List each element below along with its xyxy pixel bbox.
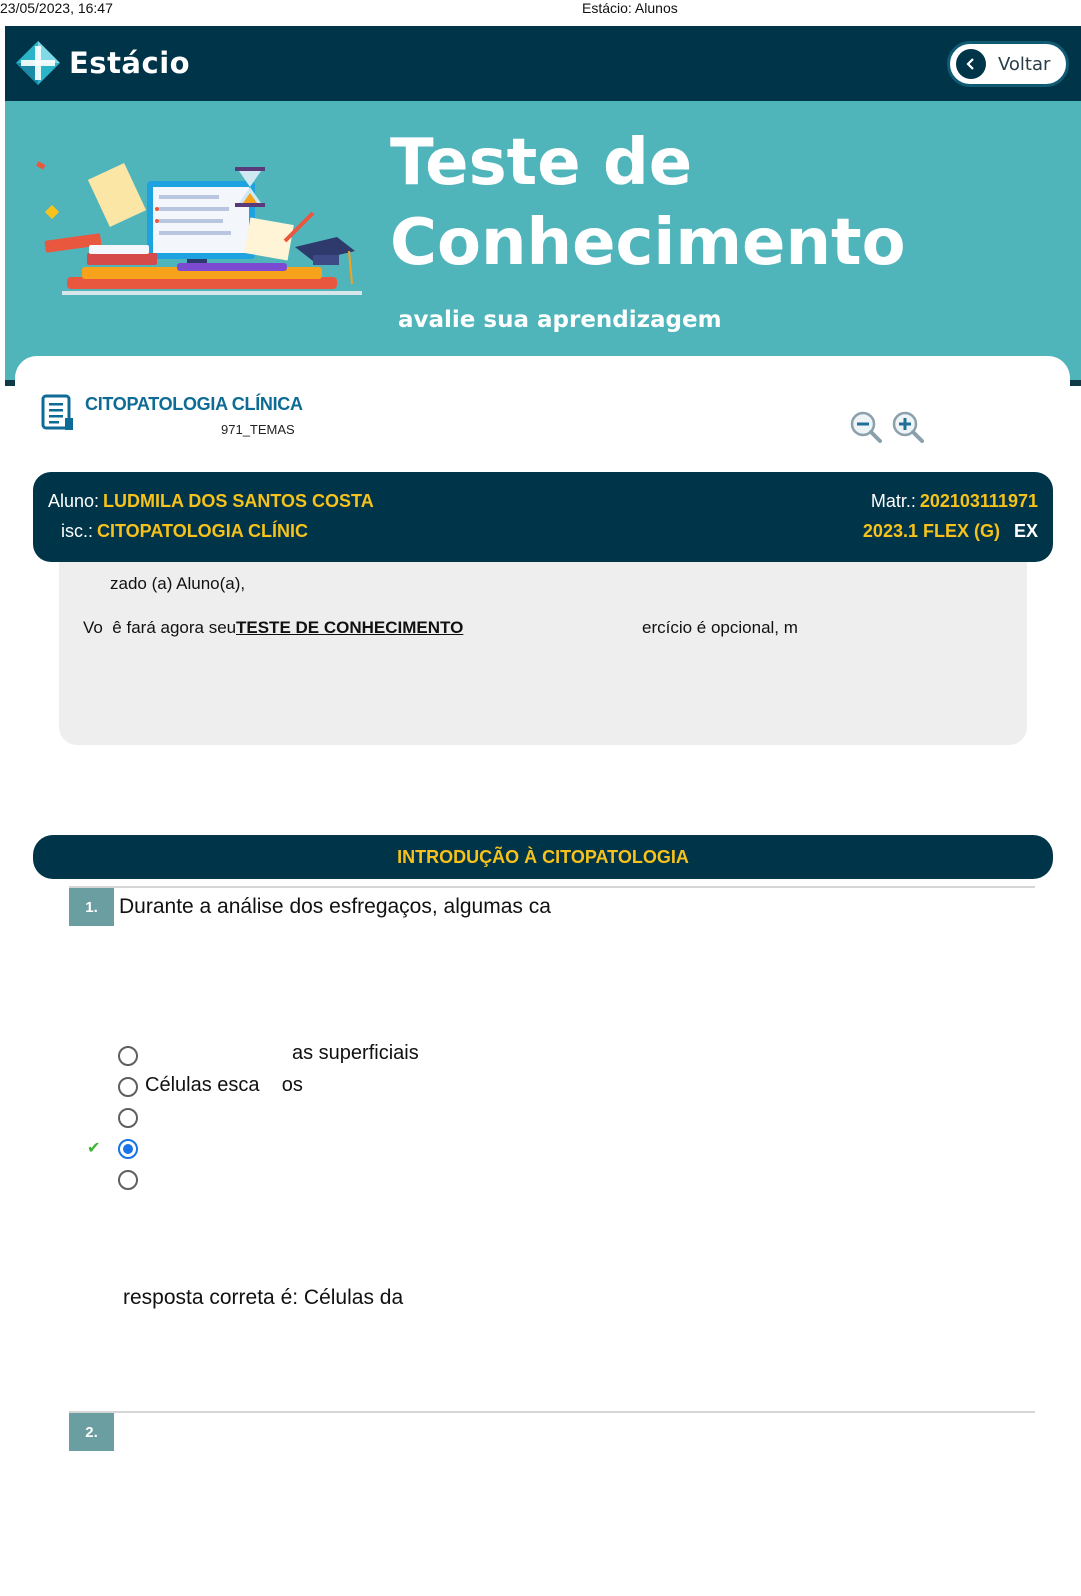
- option-text-2: Células esca os: [145, 1074, 303, 1096]
- period-value: 2023.1 FLEX (G): [862, 521, 1000, 541]
- hero-subtitle: avalie sua aprendizagem: [398, 307, 722, 333]
- course-name: CITOPATOLOGIA CLÍNICA: [85, 394, 303, 414]
- option-radio-2[interactable]: [118, 1077, 138, 1097]
- estacio-logo-icon: [15, 40, 61, 86]
- chevron-left-icon: [956, 49, 986, 79]
- notice-emphasis: TESTE DE CONHECIMENTO: [236, 618, 464, 637]
- zoom-out-icon[interactable]: [849, 410, 883, 444]
- section-title-bar: [33, 835, 1053, 879]
- study-illustration-icon: [27, 159, 367, 309]
- course-code: 971_TEMAS: [221, 422, 295, 437]
- hero-title: [390, 123, 906, 283]
- student-label: Aluno:: [48, 491, 100, 511]
- correct-check-icon: ✔: [87, 1140, 101, 1157]
- notice-line-suffix: ercício é opcional, m: [642, 618, 798, 637]
- question-number: 1.: [69, 888, 114, 926]
- notice-line-prefix: Vo ê fará agora seu: [83, 618, 237, 637]
- question-number: 2.: [69, 1413, 114, 1451]
- discipline-name: CITOPATOLOGIA CLÍNIC: [97, 521, 309, 541]
- discipline-label: isc.:: [61, 521, 94, 541]
- zoom-in-icon[interactable]: [891, 410, 925, 444]
- notice-box: [59, 562, 1027, 745]
- student-row: [48, 491, 374, 512]
- correct-answer-text: resposta correta é: Células da: [123, 1286, 404, 1309]
- question-divider: [69, 886, 1035, 888]
- option-text-1: as superficiais: [292, 1042, 419, 1064]
- notice-greeting: zado (a) Aluno(a),: [110, 574, 246, 593]
- estacio-logo[interactable]: [15, 40, 190, 86]
- question-divider: [69, 1411, 1035, 1413]
- enrollment-label: Matr.:: [870, 491, 916, 511]
- discipline-row: [61, 521, 308, 542]
- main-card: [15, 356, 1070, 1596]
- enrollment-number: 202103111971: [919, 491, 1038, 511]
- document-list-icon: [41, 394, 75, 432]
- student-name: LUDMILA DOS SANTOS COSTA: [103, 491, 374, 511]
- option-radio-5[interactable]: [118, 1170, 138, 1190]
- question-text: Durante a análise dos esfregaços, algumas ca: [119, 895, 551, 918]
- section-title: INTRODUÇÃO À CITOPATOLOGIA: [397, 846, 689, 867]
- option-radio-1[interactable]: [118, 1046, 138, 1066]
- print-date: 23/05/2023, 16:47: [0, 0, 113, 16]
- brand-name: Estácio: [69, 46, 191, 80]
- enrollment-row: [871, 491, 1038, 512]
- back-button[interactable]: [947, 41, 1069, 87]
- hero-banner: [5, 101, 1081, 385]
- option-radio-4[interactable]: [118, 1139, 138, 1159]
- print-page-title: Estácio: Alunos: [582, 0, 678, 16]
- top-navbar: [5, 26, 1081, 101]
- period-row: [863, 521, 1038, 542]
- student-info-bar: [33, 472, 1053, 562]
- period-extra: EX: [1013, 521, 1038, 541]
- hero-title-line1: Teste de: [390, 126, 693, 200]
- option-radio-3[interactable]: [118, 1108, 138, 1128]
- back-button-label: Voltar: [998, 53, 1051, 75]
- hero-title-line2: Conhecimento: [390, 206, 906, 280]
